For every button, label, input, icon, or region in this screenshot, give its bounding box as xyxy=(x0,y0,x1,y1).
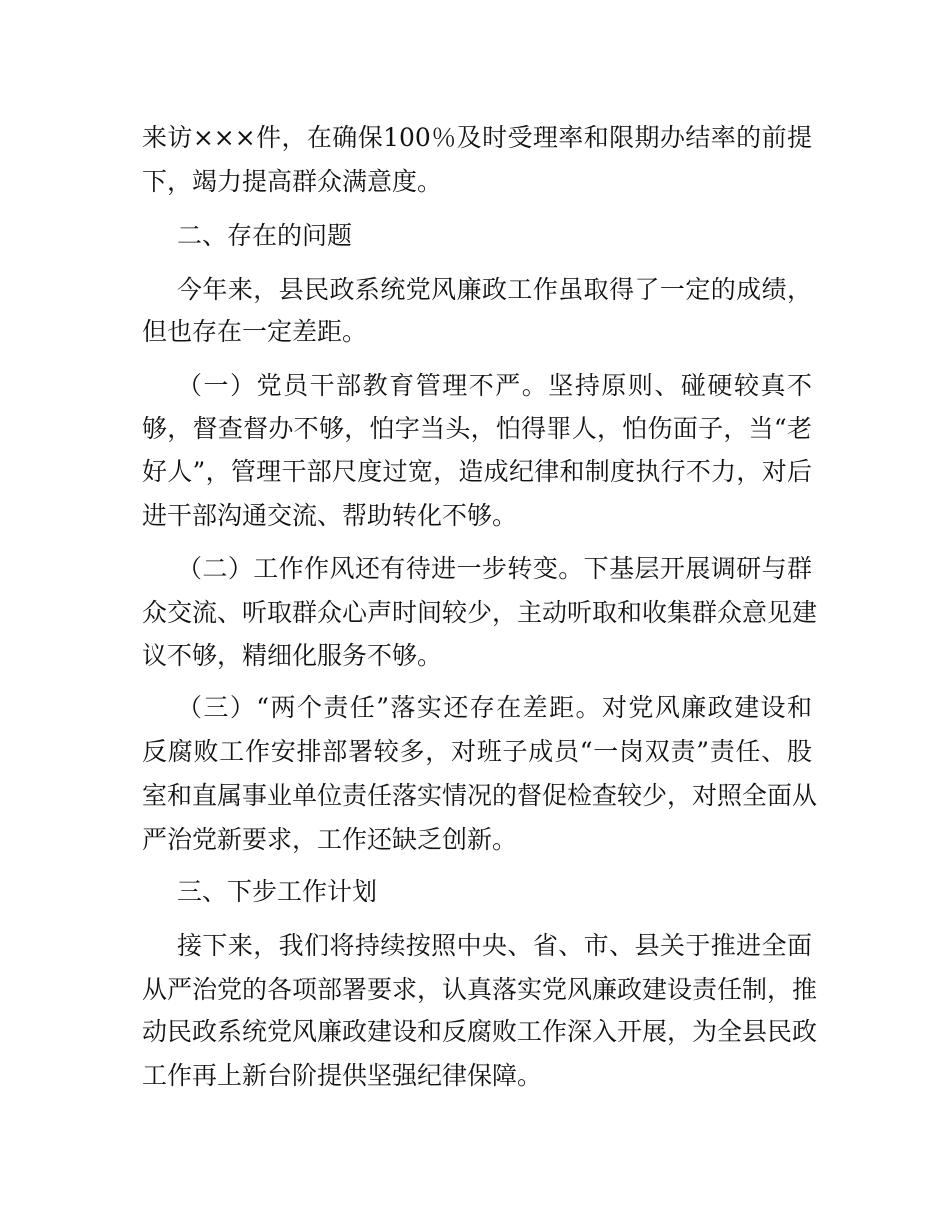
text-line: 来访×××件，在确保100％及时受理率和限期办结率的前提 xyxy=(142,123,812,152)
text-line: 今年来，县民政系统党风廉政工作虽取得了一定的成绩， xyxy=(177,275,812,304)
text-line: 好人”，管理干部尺度过宽，造成纪律和制度执行不力，对后 xyxy=(142,457,812,486)
text-line: 众交流、听取群众心声时间较少，主动听取和收集群众意见建 xyxy=(142,598,818,627)
section-heading: 三、下步工作计划 xyxy=(177,877,378,906)
text-line: 反腐败工作安排部署较多，对班子成员“一岗双责”责任、股 xyxy=(142,737,812,766)
text-line: 议不够，精细化服务不够。 xyxy=(142,641,443,670)
text-line: 从严治党的各项部署要求，认真落实党风廉政建设责任制，推 xyxy=(142,975,818,1004)
text-line: 够，督查督办不够，怕字当头，怕得罪人，怕伤面子，当“老 xyxy=(142,414,812,443)
text-line: 严治党新要求，工作还缺乏创新。 xyxy=(142,825,518,854)
text-line: 接下来，我们将持续按照中央、省、市、县关于推进全面 xyxy=(177,931,812,960)
text-line: （三）“两个责任”落实还存在差距。对党风廉政建设和 xyxy=(177,693,812,722)
text-line: （二）工作作风还有待进一步转变。下基层开展调研与群 xyxy=(177,554,812,583)
text-line: （一）党员干部教育管理不严。坚持原则、碰硬较真不 xyxy=(177,371,812,400)
text-line: 动民政系统党风廉政建设和反腐败工作深入开展，为全县民政 xyxy=(142,1017,818,1046)
text-line: 工作再上新台阶提供坚强纪律保障。 xyxy=(142,1061,543,1090)
text-line: 但也存在一定差距。 xyxy=(142,317,368,346)
text-line: 下，竭力提高群众满意度。 xyxy=(142,167,443,196)
text-line: 室和直属事业单位责任落实情况的督促检查较少，对照全面从 xyxy=(142,781,818,810)
section-heading: 二、存在的问题 xyxy=(177,221,353,250)
text-line: 进干部沟通交流、帮助转化不够。 xyxy=(142,501,518,530)
